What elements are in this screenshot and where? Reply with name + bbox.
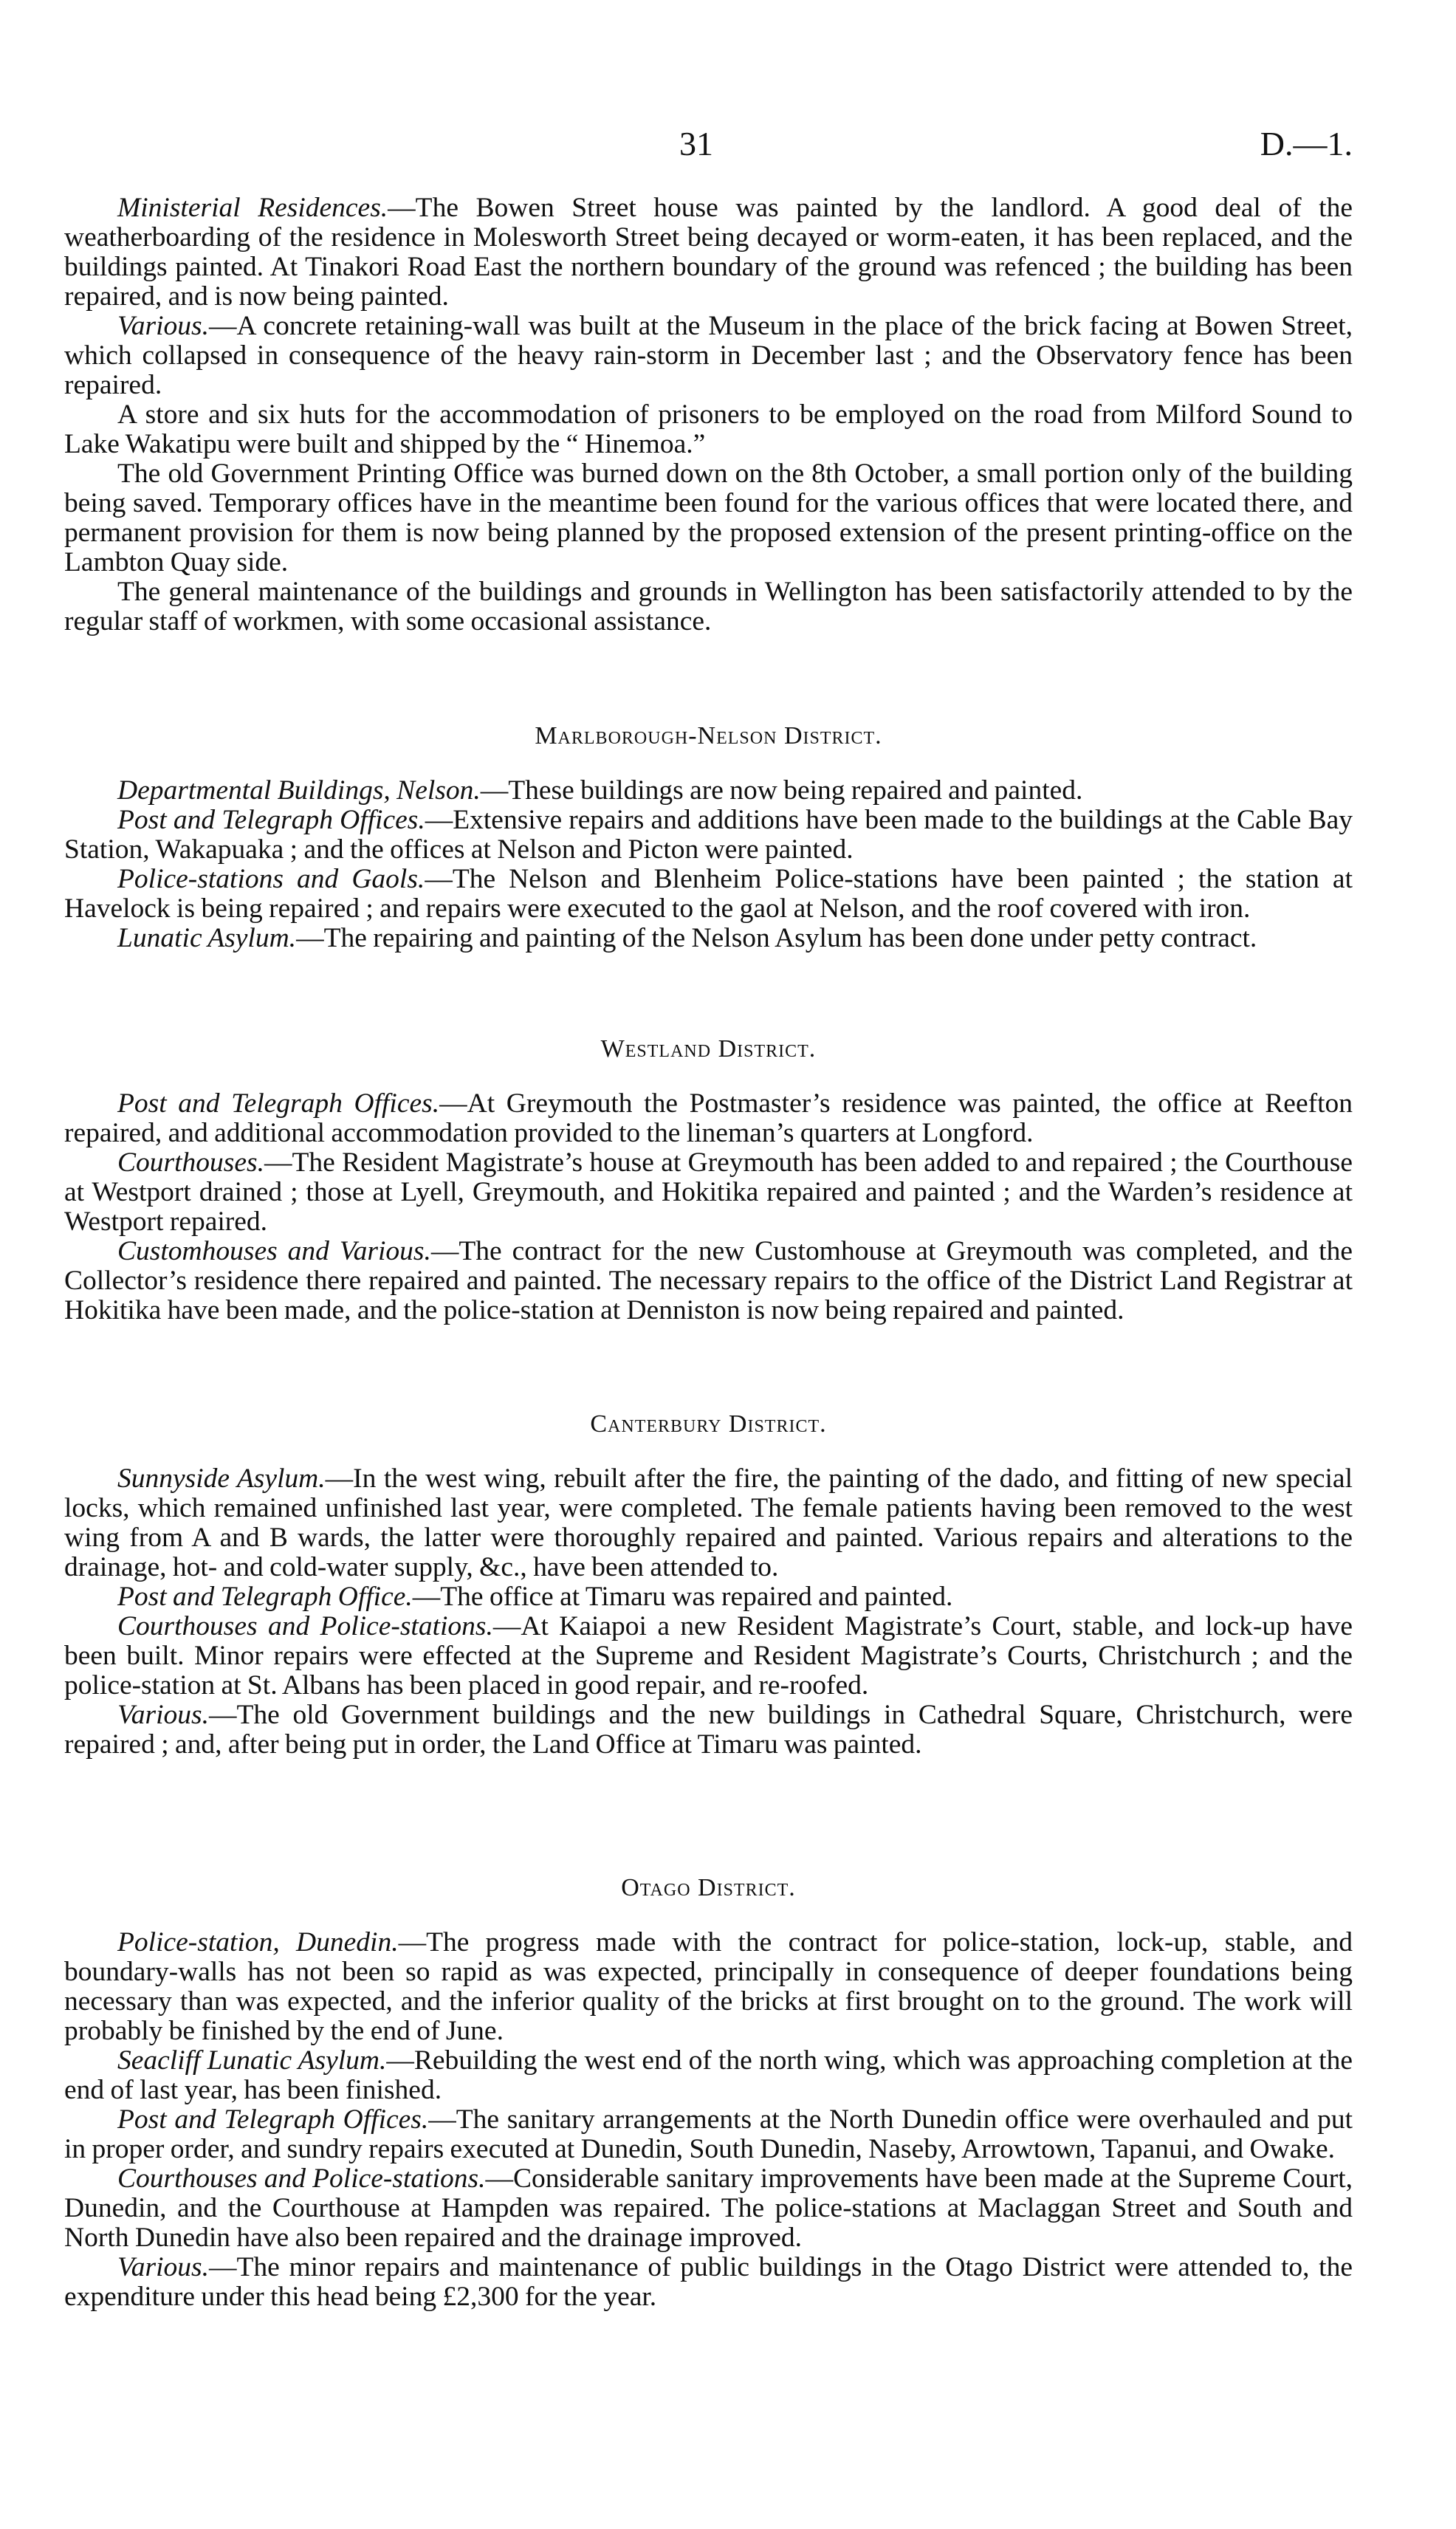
paragraph <box>64 865 1353 924</box>
paragraph-text: —The Resident Magistrate’s house at Greymouth has been added to and repaired ; the Courthouse at Westport drained ; those at Lyell, Greymouth, and Hokitika repaired and painted ; and the Warden’s residence at Westport repaired. <box>64 1147 1353 1237</box>
paragraph <box>64 2105 1353 2164</box>
paragraph-text: —The office at Timaru was repaired and painted. <box>412 1582 953 1612</box>
canterbury-section <box>64 1410 1353 1760</box>
paragraph-lead: Police-station, Dunedin. <box>117 1927 399 1957</box>
paragraph-lead: Ministerial Residences. <box>117 193 388 223</box>
paragraph-lead: Courthouses and Police-stations. <box>117 2163 486 2194</box>
paragraph-lead: Lunatic Asylum. <box>117 923 297 953</box>
section-heading: Otago District. <box>621 1874 796 1901</box>
paragraph <box>64 1582 1353 1612</box>
westland-section <box>64 1034 1353 1325</box>
paragraph-text: —Extensive repairs and additions have been made to the buildings at the Cable Bay Station, Wakapuaka ; and the offices at Nelson and Picton were painted. <box>64 805 1353 865</box>
paragraph <box>64 1237 1353 1325</box>
marlborough-nelson-section <box>64 721 1353 953</box>
paragraph <box>64 2046 1353 2105</box>
paragraph-text: —A concrete retaining-wall was built at the Museum in the place of the brick facing at Bowen Street, which collapsed in consequence of the heavy rain-storm in December last ; and the Observatory fence has been repaired. <box>64 311 1353 400</box>
paragraph-lead: Seacliff Lunatic Asylum. <box>117 2045 387 2076</box>
paragraph-text: —The progress made with the contract for police-station, lock-up, stable, and boundary-walls has not been so rapid as was expected, principally in consequence of deeper foundations being necessary than was expected, and the inferior quality of the bricks at first brought on to the ground. The work will probably be finished by the end of June. <box>64 1927 1353 2046</box>
paragraph-lead: Various. <box>117 1700 209 1730</box>
paragraph-text: The general maintenance of the buildings and grounds in Wellington has been satisfactorily attended to by the regular staff of workmen, with some occasional assistance. <box>64 577 1353 636</box>
paragraph <box>64 1928 1353 2046</box>
paragraph-text: —These buildings are now being repaired and painted. <box>480 775 1083 806</box>
paragraph <box>64 1089 1353 1148</box>
page-number: 31 <box>679 125 713 162</box>
paragraph <box>64 577 1353 636</box>
paragraph-text: A store and six huts for the accommodation of prisoners to be employed on the road from Milford Sound to Lake Wakatipu were built and shipped by the “ Hinemoa.” <box>64 399 1353 459</box>
paragraph-lead: Sunnyside Asylum. <box>117 1463 326 1494</box>
paragraph-lead: Departmental Buildings, Nelson. <box>117 775 481 806</box>
paragraph <box>64 2164 1353 2253</box>
paragraph-text: —The sanitary arrangements at the North Dunedin office were overhauled and put in proper order, and sundry repairs executed at Dunedin, South Dunedin, Naseby, Arrowtown, Tapanui, and Owake. <box>64 2104 1353 2164</box>
paragraph-text: —The old Government buildings and the new buildings in Cathedral Square, Christchurch, were repaired ; and, after being put in order, the Land Office at Timaru was painted. <box>64 1700 1353 1760</box>
document-reference: D.—1. <box>1260 125 1353 162</box>
paragraph-text: —The Bowen Street house was painted by the landlord. A good deal of the weatherboarding of the residence in Molesworth Street being decayed or worm-eaten, it has been replaced, and the buildings painted. At Tinakori Road East the northern boundary of the ground was refenced ; the building has been repaired, and is now being painted. <box>64 193 1353 312</box>
paragraph-lead: Customhouses and Various. <box>117 1236 431 1266</box>
paragraph-lead: Courthouses and Police-stations. <box>117 1611 493 1641</box>
paragraph-text: The old Government Printing Office was burned down on the 8th October, a small portion only of the building being saved. Temporary offices have in the meantime been found for the various offices that were located there, and permanent provision for them is now being planned by the proposed extension of the present printing-office on the Lambton Quay side. <box>64 459 1353 577</box>
paragraph-text: —At Kaiapoi a new Resident Magistrate’s Court, stable, and lock-up have been built. Minor repairs were effected at the Supreme and Resident Magistrate’s Courts, Christchurch ; and the police-station at St. Albans has been placed in good repair, and re-roofed. <box>64 1611 1353 1701</box>
paragraph <box>64 1612 1353 1701</box>
paragraph-lead: Courthouses. <box>117 1147 264 1178</box>
paragraph <box>64 776 1353 806</box>
paragraph-lead: Post and Telegraph Offices. <box>117 2104 429 2135</box>
paragraph-text: —At Greymouth the Postmaster’s residence was painted, the office at Reefton repaired, and additional accommodation provided to the lineman’s quarters at Longford. <box>64 1088 1353 1148</box>
paragraph-lead: Post and Telegraph Offices. <box>117 805 425 835</box>
paragraph <box>64 2253 1353 2312</box>
paragraph <box>64 400 1353 459</box>
paragraph <box>64 1148 1353 1237</box>
section-heading: Marlborough-Nelson District. <box>535 722 882 749</box>
paragraph-lead: Post and Telegraph Offices. <box>117 1088 440 1119</box>
paragraph-lead: Post and Telegraph Office. <box>117 1582 413 1612</box>
paragraph-lead: Various. <box>117 311 209 341</box>
paragraph <box>64 1464 1353 1582</box>
wellington-section <box>64 193 1353 636</box>
section-heading: Canterbury District. <box>590 1410 827 1438</box>
section-heading: Westland District. <box>600 1035 817 1063</box>
paragraph <box>64 924 1353 953</box>
paragraph-text: —Rebuilding the west end of the north wing, which was approaching completion at the end of last year, has been finished. <box>64 2045 1353 2105</box>
paragraph-lead: Police-stations and Gaols. <box>117 864 425 894</box>
paragraph <box>64 806 1353 865</box>
paragraph-text: —The contract for the new Customhouse at Greymouth was completed, and the Collector’s residence there repaired and painted. The necessary repairs to the office of the District Land Registrar at Hokitika have been made, and the police-station at Denniston is now being repaired and painted. <box>64 1236 1353 1325</box>
paragraph-text: —The minor repairs and maintenance of public buildings in the Otago District were attended to, the expenditure under this head being £2,300 for the year. <box>64 2252 1353 2312</box>
paragraph <box>64 312 1353 400</box>
paragraph-text: —In the west wing, rebuilt after the fire, the painting of the dado, and fitting of new special locks, which remained unfinished last year, were completed. The female patients having been removed to the west wing from A and B wards, the latter were thoroughly repaired and painted. Various repairs and alterations to the drainage, hot- and cold-water supply, &c., have been attended to. <box>64 1463 1353 1582</box>
paragraph-text: —Considerable sanitary improvements have been made at the Supreme Court, Dunedin, and the Courthouse at Hampden was repaired. The police-stations at Maclaggan Street and South and North Dunedin have also been repaired and the drainage improved. <box>64 2163 1353 2253</box>
paragraph <box>64 193 1353 312</box>
paragraph-text: —The Nelson and Blenheim Police-stations have been painted ; the station at Havelock is being repaired ; and repairs were executed to the gaol at Nelson, and the roof covered with iron. <box>64 864 1353 924</box>
otago-section <box>64 1873 1353 2312</box>
paragraph-text: —The repairing and painting of the Nelson Asylum has been done under petty contract. <box>296 923 1257 953</box>
paragraph <box>64 459 1353 577</box>
paragraph <box>64 1701 1353 1760</box>
paragraph-lead: Various. <box>117 2252 209 2282</box>
